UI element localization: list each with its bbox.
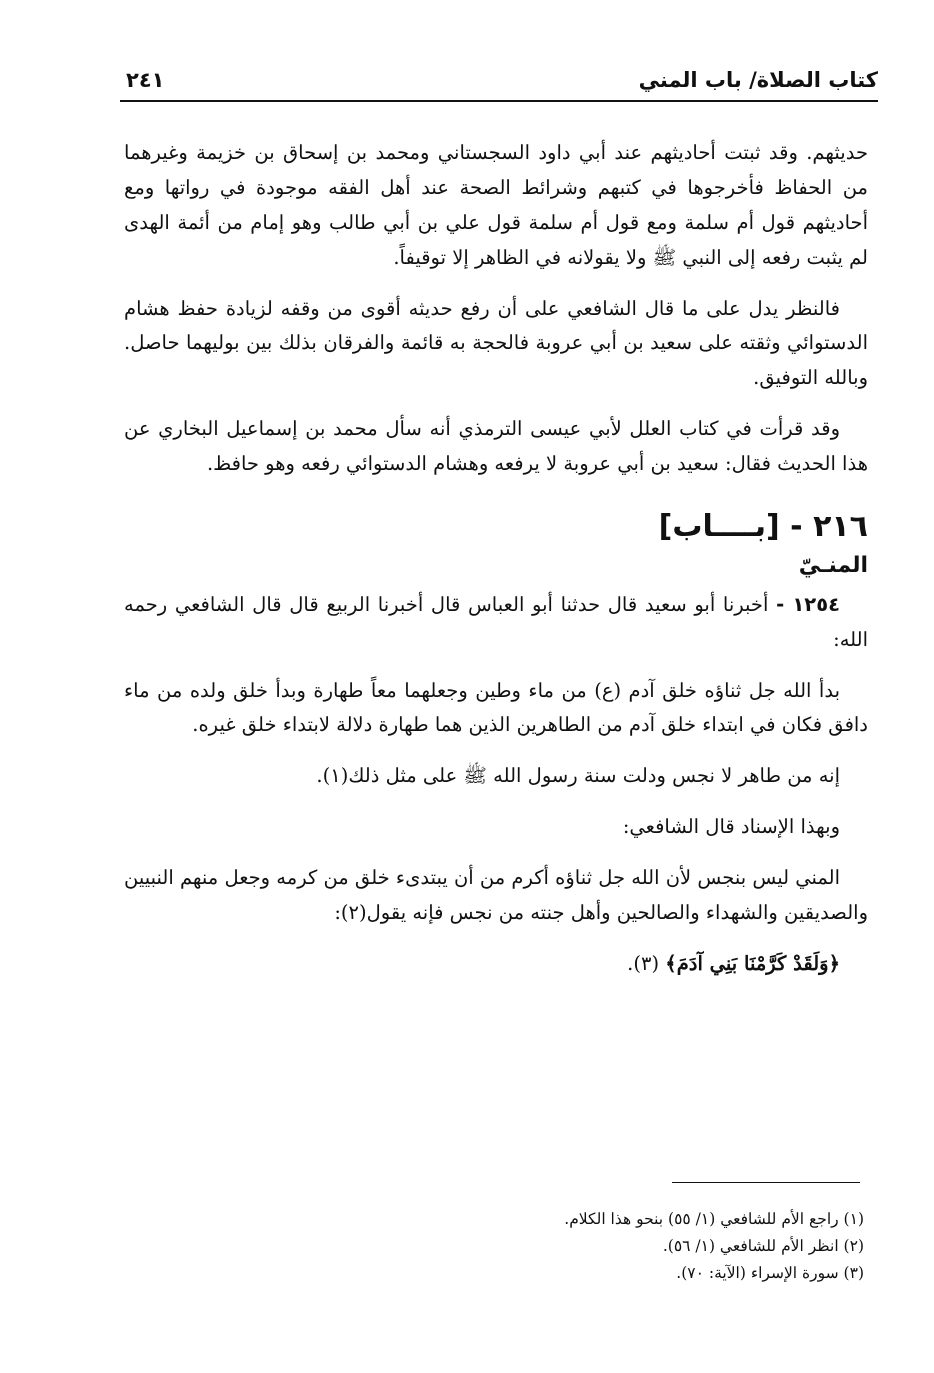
chapter-subtitle: المنـيّ — [798, 553, 868, 579]
page-number: ٢٤١ — [126, 68, 165, 92]
running-header — [120, 66, 878, 102]
quran-verse-line — [124, 947, 868, 982]
chapter-heading: ٢١٦ - [بــــاب] — [658, 509, 868, 545]
main-text — [124, 136, 868, 998]
paragraph-2: فالنظر يدل على ما قال الشافعي على أن رفع حديثه أقوى من وقفه لزيادة حفظ هشام الدستوائي وثقته على سعيد بن أبي عروبة فالحجة به قائمة والفرقان بذلك بين بوليهما حاصل. وبالله التوفيق. — [124, 296, 868, 390]
paragraph-3: وقد قرأت في كتاب العلل لأبي عيسى الترمذي أنه سأل محمد بن إسماعيل البخاري عن هذا الحديث فقال: سعيد بن أبي عروبة لا يرفعه وهشام الدستوائي رفعه وهو حافظ. — [124, 417, 868, 476]
footnotes — [124, 1206, 864, 1287]
footnote-separator — [672, 1182, 860, 1183]
hadith-text-3: وبهذا الإسناد قال الشافعي: — [622, 815, 840, 839]
paragraph-1: حديثهم. وقد ثبتت أحاديثهم عند أبي داود السجستاني ومحمد بن إسحاق بن خزيمة وغيرهما من الحفاظ فأخرجوها في كتبهم وشرائط الصحة عند أهل الفقه موجودة في رواتها ومع أحاديثهم قول أم سلمة ومع قول أم سلمة قول علي بن أبي طالب وهو إمام من أئمة الهدى لم يثبت رفعه إلى النبي ﷺ ولا يقولانه في الظاهر إلا توقيفاً. — [124, 141, 868, 269]
header-title: كتاب الصلاة/ باب المني — [638, 68, 878, 92]
hadith-number: ١٢٥٤ - — [776, 592, 840, 616]
footnote-3: (٣) سورة الإسراء (الآية: ٧٠). — [676, 1264, 864, 1283]
hadith-isnad: أخبرنا أبو سعيد قال حدثنا أبو العباس قال أخبرنا الربيع قال قال الشافعي رحمه الله: — [124, 592, 868, 651]
quran-footnote-ref: (٣). — [627, 951, 660, 975]
footnote-1: (١) راجع الأم للشافعي (١/ ٥٥) بنحو هذا الكلام. — [564, 1210, 864, 1228]
footnote-2: (٢) انظر الأم للشافعي (١/ ٥٦). — [662, 1237, 864, 1256]
hadith-text-2: إنه من طاهر لا نجس ودلت سنة رسول الله ﷺ على مثل ذلك(١). — [316, 764, 840, 788]
hadith-text-4: المني ليس بنجس لأن الله جل ثناؤه أكرم من أن يبتدىء خلق من كرمه وجعل منهم النبيين والصديقين والشهداء والصالحين وأهل جنته من نجس فإنه يقول(٢): — [124, 866, 868, 925]
hadith-text-1: بدأ الله جل ثناؤه خلق آدم (ع) من ماء وطين وجعلهما معاً طهارة وبدأ خلق ولده من ماء دافق فكان في ابتداء خلق آدم من الطاهرين الذين هما طهارة دلالة لابتداء خلق غيره. — [124, 678, 868, 737]
quran-verse: ﴿وَلَقَدْ كَرَّمْنَا بَنِي آدَمَ﴾ — [665, 951, 840, 975]
hadith-isnad-paragraph — [124, 588, 868, 658]
